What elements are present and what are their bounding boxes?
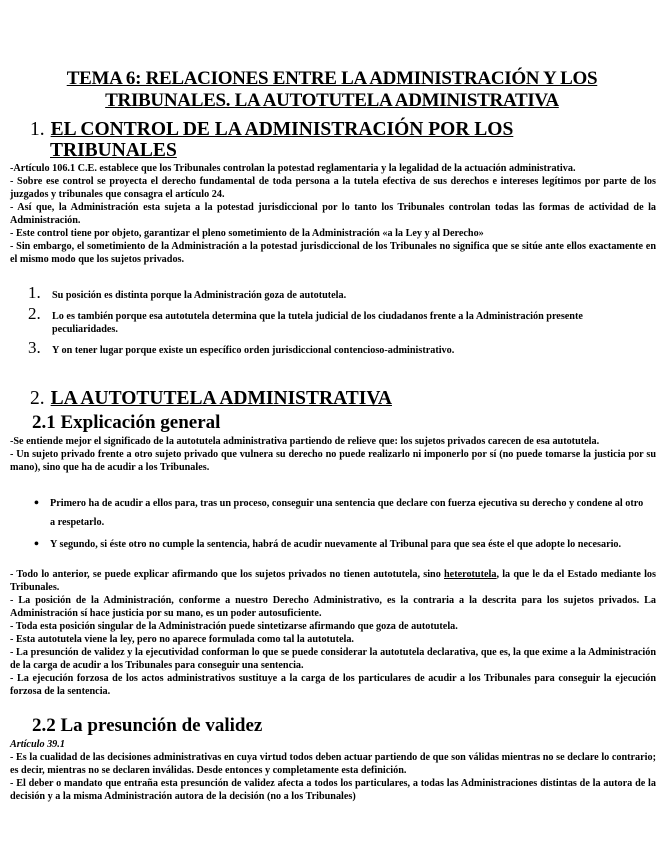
section-1-heading-cont bbox=[50, 140, 650, 161]
section-1-number: 1. bbox=[30, 119, 45, 140]
document-title bbox=[20, 68, 644, 112]
list-item bbox=[34, 494, 644, 532]
list-item bbox=[34, 535, 644, 554]
list-number: 2. bbox=[28, 304, 41, 323]
section-1-heading-line-1: EL CONTROL DE LA ADMINISTRACIÓN POR LOS bbox=[50, 119, 514, 140]
document-title-line-2: TRIBUNALES. LA AUTOTUTELA ADMINISTRATIVA bbox=[105, 90, 559, 111]
list-number: 1. bbox=[28, 283, 41, 302]
list-text: Primero ha de acudir a ellos para, tras un proceso, conseguir una sentencia que declare con fuerza ejecutiva su derecho y condene al otro a respetarlo. bbox=[50, 498, 644, 528]
list-number: 3. bbox=[28, 338, 41, 357]
paragraph: - El deber o mandato que entraña esta presunción de validez afecta a todos los particulares, a todas las Administraciones distintas de la autora de la decisión y a la misma Administración autora de la decisión (no a los Tribunales) bbox=[10, 778, 656, 802]
subsection-2-2-body bbox=[10, 738, 656, 803]
paragraph: - Es la cualidad de las decisiones administrativas en cuya virtud todos deben actuar partiendo de que son válidas mientras no se declare lo contrario; es decir, mientras no se declaren inválidas. Desde entonces y completamente esta definición. bbox=[10, 752, 656, 776]
paragraph bbox=[10, 568, 656, 594]
section-2-number: 2. bbox=[30, 388, 45, 409]
paragraph: - La posición de la Administración, conforme a nuestro Derecho Administrativo, es la contraria a la descrita para los sujetos privados. La Administración sí hace justicia por su mano, es un poder autosuficiente. bbox=[10, 595, 656, 619]
paragraph: - Toda esta posición singular de la Administración puede sintetizarse afirmando que goza de autotutela. bbox=[10, 621, 458, 632]
subsection-2-1-body-2 bbox=[10, 568, 656, 698]
list-item bbox=[28, 304, 638, 336]
subsection-2-1-heading: 2.1 Explicación general bbox=[32, 412, 221, 433]
list-item bbox=[28, 283, 638, 302]
article-reference: Artículo 39.1 bbox=[10, 739, 65, 750]
paragraph: - La ejecución forzosa de los actos administrativos sustituye a la carga de los particulares de acudir a los Tribunales para conseguir la ejecución forzosa de la sentencia. bbox=[10, 673, 656, 697]
paragraph: - La presunción de validez y la ejecutividad conforman lo que se puede considerar la autotutela declarativa, que es, la que exime a la Administración de la carga de acudir a los Tribunales para conseguir una sentencia. bbox=[10, 647, 656, 671]
subsection-2-1-body bbox=[10, 435, 656, 474]
bullet-icon: • bbox=[34, 496, 39, 511]
paragraph: - Sin embargo, el sometimiento de la Administración a la potestad jurisdiccional de los Tribunales no significa que se sitúe ante ellos exactamente en el mismo modo que los sujetos privados. bbox=[10, 241, 656, 265]
document-title-line-1: TEMA 6: RELACIONES ENTRE LA ADMINISTRACIÓN Y LOS bbox=[66, 68, 598, 89]
list-item bbox=[28, 338, 638, 357]
section-2-heading bbox=[30, 388, 630, 409]
list-text: Su posición es distinta porque la Administración goza de autotutela. bbox=[52, 290, 347, 301]
paragraph: - Un sujeto privado frente a otro sujeto privado que vulnera su derecho no puede realizarlo ni imponerlo por sí (no puede tomarse la justicia por su mano), sino que ha de acudir a los Tribunales. bbox=[10, 449, 656, 473]
bullet-icon: • bbox=[34, 537, 39, 552]
list-text: Y segundo, si éste otro no cumple la sentencia, habrá de acudir nuevamente al Tribunal para que sea éste el que adopte lo necesario. bbox=[50, 539, 622, 550]
paragraph: -Se entiende mejor el significado de la autotutela administrativa partiendo de relieve que: los sujetos privados carecen de esa autotutela. bbox=[10, 436, 600, 447]
section-1-body bbox=[10, 162, 656, 266]
section-1-heading-line-2: TRIBUNALES bbox=[50, 140, 177, 161]
heterotutela-pre: - Todo lo anterior, se puede explicar afirmando que los sujetos privados no tienen autotutela, sino bbox=[10, 569, 444, 580]
heterotutela-post: , la que le da el Estado mediante los Tribunales. bbox=[10, 569, 656, 593]
section-1-numbered-list bbox=[28, 283, 638, 357]
list-text: Lo es también porque esa autotutela determina que la tutela judicial de los ciudadanos frente a la Administración presente peculiaridades. bbox=[52, 311, 583, 335]
section-2-heading-text: LA AUTOTUTELA ADMINISTRATIVA bbox=[50, 388, 392, 409]
paragraph: - Este control tiene por objeto, garantizar el pleno sometimiento de la Administración «a la Ley y al Derecho» bbox=[10, 228, 484, 239]
paragraph: - Así que, la Administración esta sujeta a la potestad jurisdiccional por lo tanto los Tribunales controlan todas las formas de actividad de la Administración. bbox=[10, 202, 656, 226]
list-text: Y on tener lugar porque existe un específico orden jurisdiccional contencioso-administrativo. bbox=[52, 345, 455, 356]
paragraph: - Esta autotutela viene la ley, pero no aparece formulada como tal la autotutela. bbox=[10, 634, 354, 645]
paragraph: - Sobre ese control se proyecta el derecho fundamental de toda persona a la tutela efectiva de sus derechos e intereses legítimos por parte de los juzgados y tribunales que consagra el artículo 24. bbox=[10, 176, 656, 200]
section-1-heading bbox=[30, 119, 630, 140]
heterotutela-term: heterotutela bbox=[444, 569, 497, 580]
subsection-2-2-heading: 2.2 La presunción de validez bbox=[32, 715, 263, 736]
paragraph: -Artículo 106.1 C.E. establece que los Tribunales controlan la potestad reglamentaria y la legalidad de la actuación administrativa. bbox=[10, 163, 576, 174]
subsection-2-1-bullets bbox=[34, 494, 644, 554]
